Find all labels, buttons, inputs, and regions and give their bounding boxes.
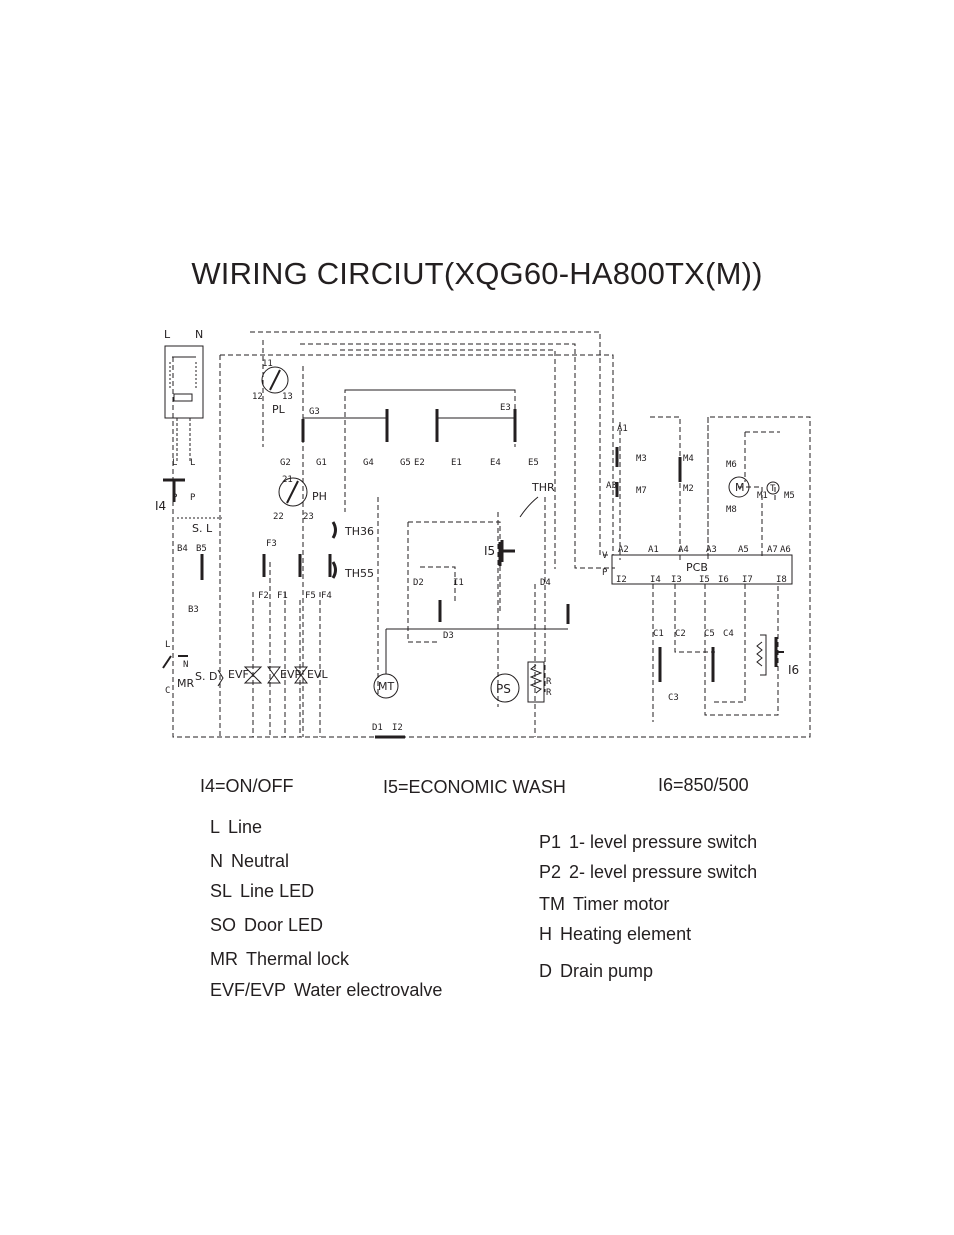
terminal-e5: E5	[528, 458, 539, 468]
legend-item	[210, 817, 262, 837]
terminal-e4: E4	[490, 458, 501, 468]
pcb-terminal-v: V	[602, 551, 608, 561]
legend-item	[210, 851, 289, 871]
legend-item	[539, 862, 757, 882]
terminal-m8: M8	[726, 505, 737, 515]
legend-description: Timer motor	[573, 894, 670, 914]
evl-label: EVL	[307, 668, 328, 681]
legend-code: D	[539, 961, 552, 981]
terminal-m7: M7	[636, 486, 647, 496]
diagram-labels	[155, 328, 799, 733]
legend-code: P2	[539, 862, 562, 882]
tacho-label: T	[770, 484, 776, 494]
line-led-label: S. L	[192, 522, 213, 535]
terminal-c5: C5	[704, 629, 715, 639]
terminal-i1-timer: I1	[453, 578, 464, 588]
terminal-f5: F5	[305, 591, 316, 601]
legend-description: Drain pump	[560, 961, 654, 981]
evp-label: EVP	[280, 668, 302, 681]
thermostat-th36	[333, 522, 336, 538]
pcb-bottom-terminal: I8	[776, 575, 787, 585]
legend-description: Line LED	[240, 881, 315, 901]
legend-code: EVF/EVP	[210, 980, 287, 1000]
mr-terminal-l: L	[165, 640, 171, 650]
legend-description: Heating element	[560, 924, 692, 944]
terminal-g3: G3	[309, 407, 320, 417]
terminal-c3: C3	[668, 693, 679, 703]
evf-label: EVF	[228, 668, 249, 681]
heater-label-1: R	[546, 677, 552, 687]
ph-label: PH	[312, 490, 327, 503]
mr-terminal-c: C	[165, 686, 171, 696]
terminal-g2: G2	[280, 458, 291, 468]
pl-label: PL	[272, 403, 285, 416]
terminal-f4: F4	[321, 591, 332, 601]
timer-contacts	[202, 409, 713, 682]
terminal-d2-b: I2	[392, 723, 403, 733]
terminal-a1: A1	[617, 424, 628, 434]
i4-terminal-p2: P	[190, 493, 196, 503]
switch-i4-label: I4	[155, 499, 167, 513]
page-title: WIRING CIRCIUT(XQG60-HA800TX(M))	[191, 256, 763, 291]
terminal-c1: C1	[653, 629, 664, 639]
thermostat-thr	[520, 497, 538, 517]
terminal-m2: M2	[683, 484, 694, 494]
legend-item	[539, 832, 757, 852]
terminal-f1: F1	[277, 591, 288, 601]
legend-description: Door LED	[244, 915, 324, 935]
terminal-g1: G1	[316, 458, 327, 468]
timer-motor-label: MT	[378, 680, 395, 693]
th55-label: TH55	[345, 567, 374, 580]
terminal-m1: M1	[757, 491, 768, 501]
pcb-top-terminal: A6	[780, 545, 791, 555]
switch-i5-label: I5	[484, 544, 496, 558]
th36-label: TH36	[345, 525, 374, 538]
legend-code: N	[210, 851, 223, 871]
legend-code: TM	[539, 894, 565, 914]
switch-i6-label: I6	[788, 663, 800, 677]
pcb-bottom-terminal: I6	[718, 575, 729, 585]
terminal-d1: D1	[372, 723, 383, 733]
legend-item	[539, 924, 691, 944]
pcb-top-terminal: A5	[738, 545, 749, 555]
heater	[528, 662, 544, 702]
pcb-top-terminal: A1	[648, 545, 659, 555]
legend-item	[539, 961, 653, 981]
pcb-top-terminal: A7	[767, 545, 778, 555]
terminal-b4: B4	[177, 544, 188, 554]
legend-description: Thermal lock	[246, 949, 350, 969]
legend-code: MR	[210, 949, 238, 969]
plug-label-n: N	[195, 328, 204, 341]
legend-code: SL	[210, 881, 233, 901]
terminal-22: 22	[273, 512, 284, 522]
thr-label: THR	[532, 481, 555, 494]
door-led-label: S. D	[195, 670, 218, 683]
legend-description: 1- level pressure switch	[569, 832, 758, 852]
switch-i5	[502, 540, 515, 562]
legend-description: Line	[228, 817, 263, 837]
legend-item	[210, 949, 349, 969]
terminal-b3: B3	[188, 605, 199, 615]
mr-terminal-n: N	[183, 660, 189, 670]
pcb-bottom-terminal: I7	[742, 575, 753, 585]
terminal-g5: G5	[400, 458, 411, 468]
pcb-top-terminal: A3	[706, 545, 717, 555]
terminal-c2: C2	[675, 629, 686, 639]
switch-note-i6: I6=850/500	[658, 775, 749, 795]
terminal-m5: M5	[784, 491, 795, 501]
motor-label: M	[735, 481, 745, 494]
i4-terminal-p1: P	[172, 493, 178, 503]
switch-note-i4: I4=ON/OFF	[200, 776, 294, 796]
pcb-bottom-terminal: I3	[671, 575, 682, 585]
pcb-bottom-terminal: I4	[650, 575, 661, 585]
switch-i6	[757, 635, 784, 675]
terminal-23: 23	[303, 512, 314, 522]
pcb-label: PCB	[686, 561, 708, 574]
switch-note-i5: I5=ECONOMIC WASH	[383, 777, 566, 797]
legend-item	[210, 980, 442, 1000]
thermostat-th55	[333, 562, 336, 578]
pcb-top-terminal: A4	[678, 545, 689, 555]
terminal-f2: F2	[258, 591, 269, 601]
terminal-11: 11	[262, 359, 273, 369]
pcb-bottom-terminal: I2	[616, 575, 627, 585]
thermal-lock-label: MR	[177, 677, 195, 690]
legend-code: L	[210, 817, 221, 837]
terminal-13: 13	[282, 392, 293, 402]
terminal-d2: D2	[413, 578, 424, 588]
terminal-e3: E3	[500, 403, 511, 413]
legend-code: H	[539, 924, 552, 944]
terminal-12: 12	[252, 392, 263, 402]
legend-code: SO	[210, 915, 237, 935]
terminal-m4: M4	[683, 454, 694, 464]
legend-description: 2- level pressure switch	[569, 862, 758, 882]
terminal-a3: A3	[606, 481, 617, 491]
terminal-b5: B5	[196, 544, 207, 554]
pcb-bottom-terminal: I5	[699, 575, 710, 585]
legend-description: Water electrovalve	[294, 980, 443, 1000]
terminal-c4: C4	[723, 629, 734, 639]
terminal-g4: G4	[363, 458, 374, 468]
pcb-top-terminals	[618, 545, 791, 555]
wiring-diagram	[150, 322, 815, 742]
terminal-i3: D3	[443, 631, 454, 641]
terminal-21: 21	[282, 475, 293, 485]
terminal-d4: D4	[540, 578, 551, 588]
pcb-terminal-p: P	[602, 568, 608, 578]
legend-item	[210, 915, 323, 935]
pcb-top-terminal: A2	[618, 545, 629, 555]
plug-label-l: L	[164, 328, 171, 341]
drain-pump-label: PS	[496, 682, 511, 696]
terminal-e2: E2	[414, 458, 425, 468]
i4-terminal-l2: L	[190, 458, 196, 468]
legend-code: P1	[539, 832, 562, 852]
legend-description: Neutral	[231, 851, 290, 871]
legend-item	[210, 881, 314, 901]
heater-label-2: R	[546, 688, 552, 698]
terminal-f3: F3	[266, 539, 277, 549]
mains-plug	[165, 346, 203, 462]
terminal-m3: M3	[636, 454, 647, 464]
terminal-e1: E1	[451, 458, 462, 468]
legend-item	[539, 894, 669, 914]
i4-terminal-l1: L	[172, 458, 178, 468]
terminal-m6: M6	[726, 460, 737, 470]
